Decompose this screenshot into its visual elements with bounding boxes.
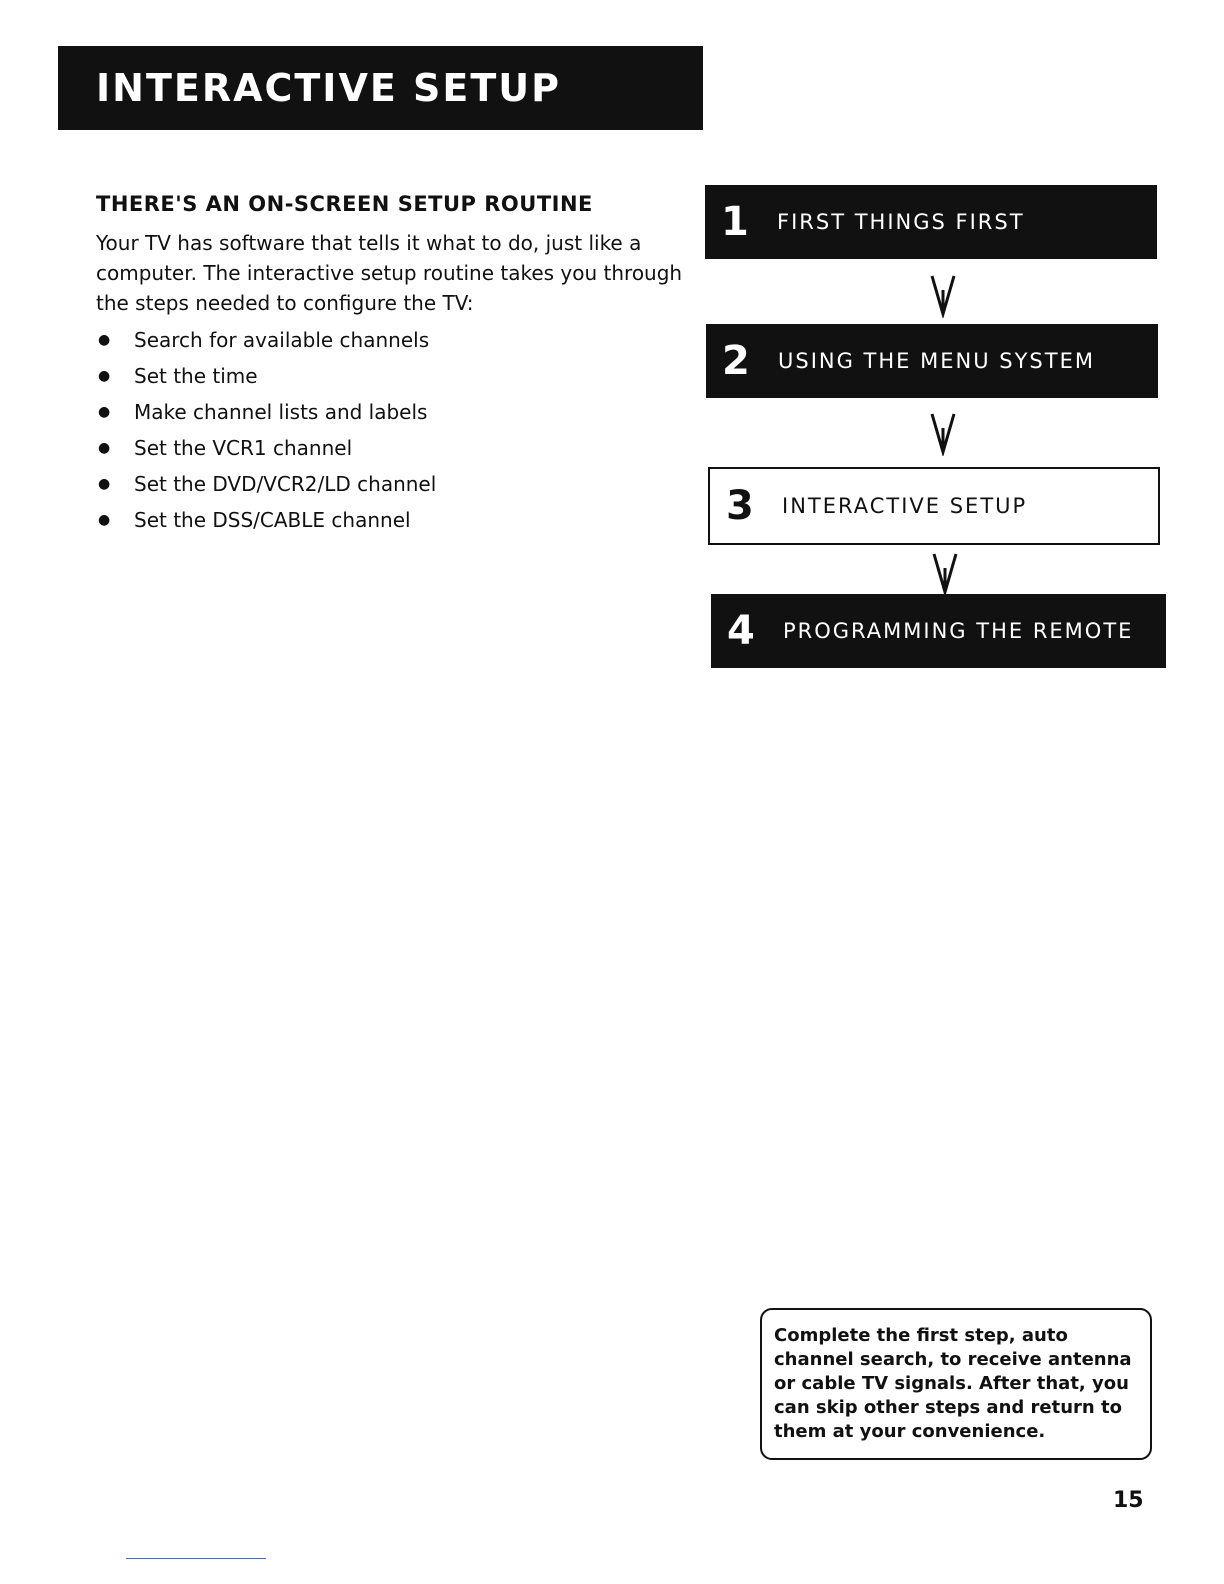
down-arrow-icon	[930, 548, 960, 596]
list-item-text: Set the DVD/VCR2/LD channel	[134, 472, 437, 496]
intro-paragraph: Your TV has software that tells it what to do, just like a computer. The interactive setup routine takes you through the steps needed to configure the TV:	[96, 231, 683, 315]
list-item	[98, 466, 658, 502]
bullet-icon: ●	[98, 368, 111, 384]
down-arrow-icon	[928, 408, 958, 456]
list-item	[98, 430, 658, 466]
list-item-text: Search for available channels	[134, 328, 430, 352]
bullet-icon: ●	[98, 404, 111, 420]
step-label: USING THE MENU SYSTEM	[778, 349, 1095, 373]
list-item-text: Set the time	[134, 364, 258, 388]
step-4-box	[711, 594, 1166, 668]
section-heading: THERE'S AN ON-SCREEN SETUP ROUTINE	[96, 192, 593, 216]
list-item-text: Make channel lists and labels	[134, 400, 428, 424]
bullet-icon: ●	[98, 512, 111, 528]
step-2-box	[706, 324, 1158, 398]
list-item-text: Set the VCR1 channel	[134, 436, 353, 460]
step-number: 2	[722, 338, 750, 384]
list-item-text: Set the DSS/CABLE channel	[134, 508, 411, 532]
bullet-icon: ●	[98, 476, 111, 492]
header-bar	[58, 46, 703, 130]
step-number: 4	[727, 608, 755, 654]
step-label: INTERACTIVE SETUP	[782, 494, 1028, 518]
bullet-icon: ●	[98, 332, 111, 348]
step-label: FIRST THINGS FIRST	[777, 210, 1025, 234]
page-number: 15	[1113, 1488, 1144, 1513]
bullet-icon: ●	[98, 440, 111, 456]
list-item	[98, 358, 658, 394]
list-item	[98, 394, 658, 430]
step-3-box	[708, 467, 1160, 545]
list-item	[98, 502, 658, 538]
step-number: 1	[721, 199, 749, 245]
footer-rule	[126, 1558, 266, 1559]
step-label: PROGRAMMING THE REMOTE	[783, 619, 1134, 643]
list-item	[98, 322, 658, 358]
down-arrow-icon	[928, 270, 958, 318]
bullet-list	[98, 322, 658, 538]
note-box: Complete the first step, auto channel search, to receive antenna or cable TV signals. After that, you can skip other steps and return to them at your convenience.	[760, 1308, 1152, 1460]
step-number: 3	[726, 483, 754, 529]
step-1-box	[705, 185, 1157, 259]
page-title: INTERACTIVE SETUP	[96, 66, 561, 110]
